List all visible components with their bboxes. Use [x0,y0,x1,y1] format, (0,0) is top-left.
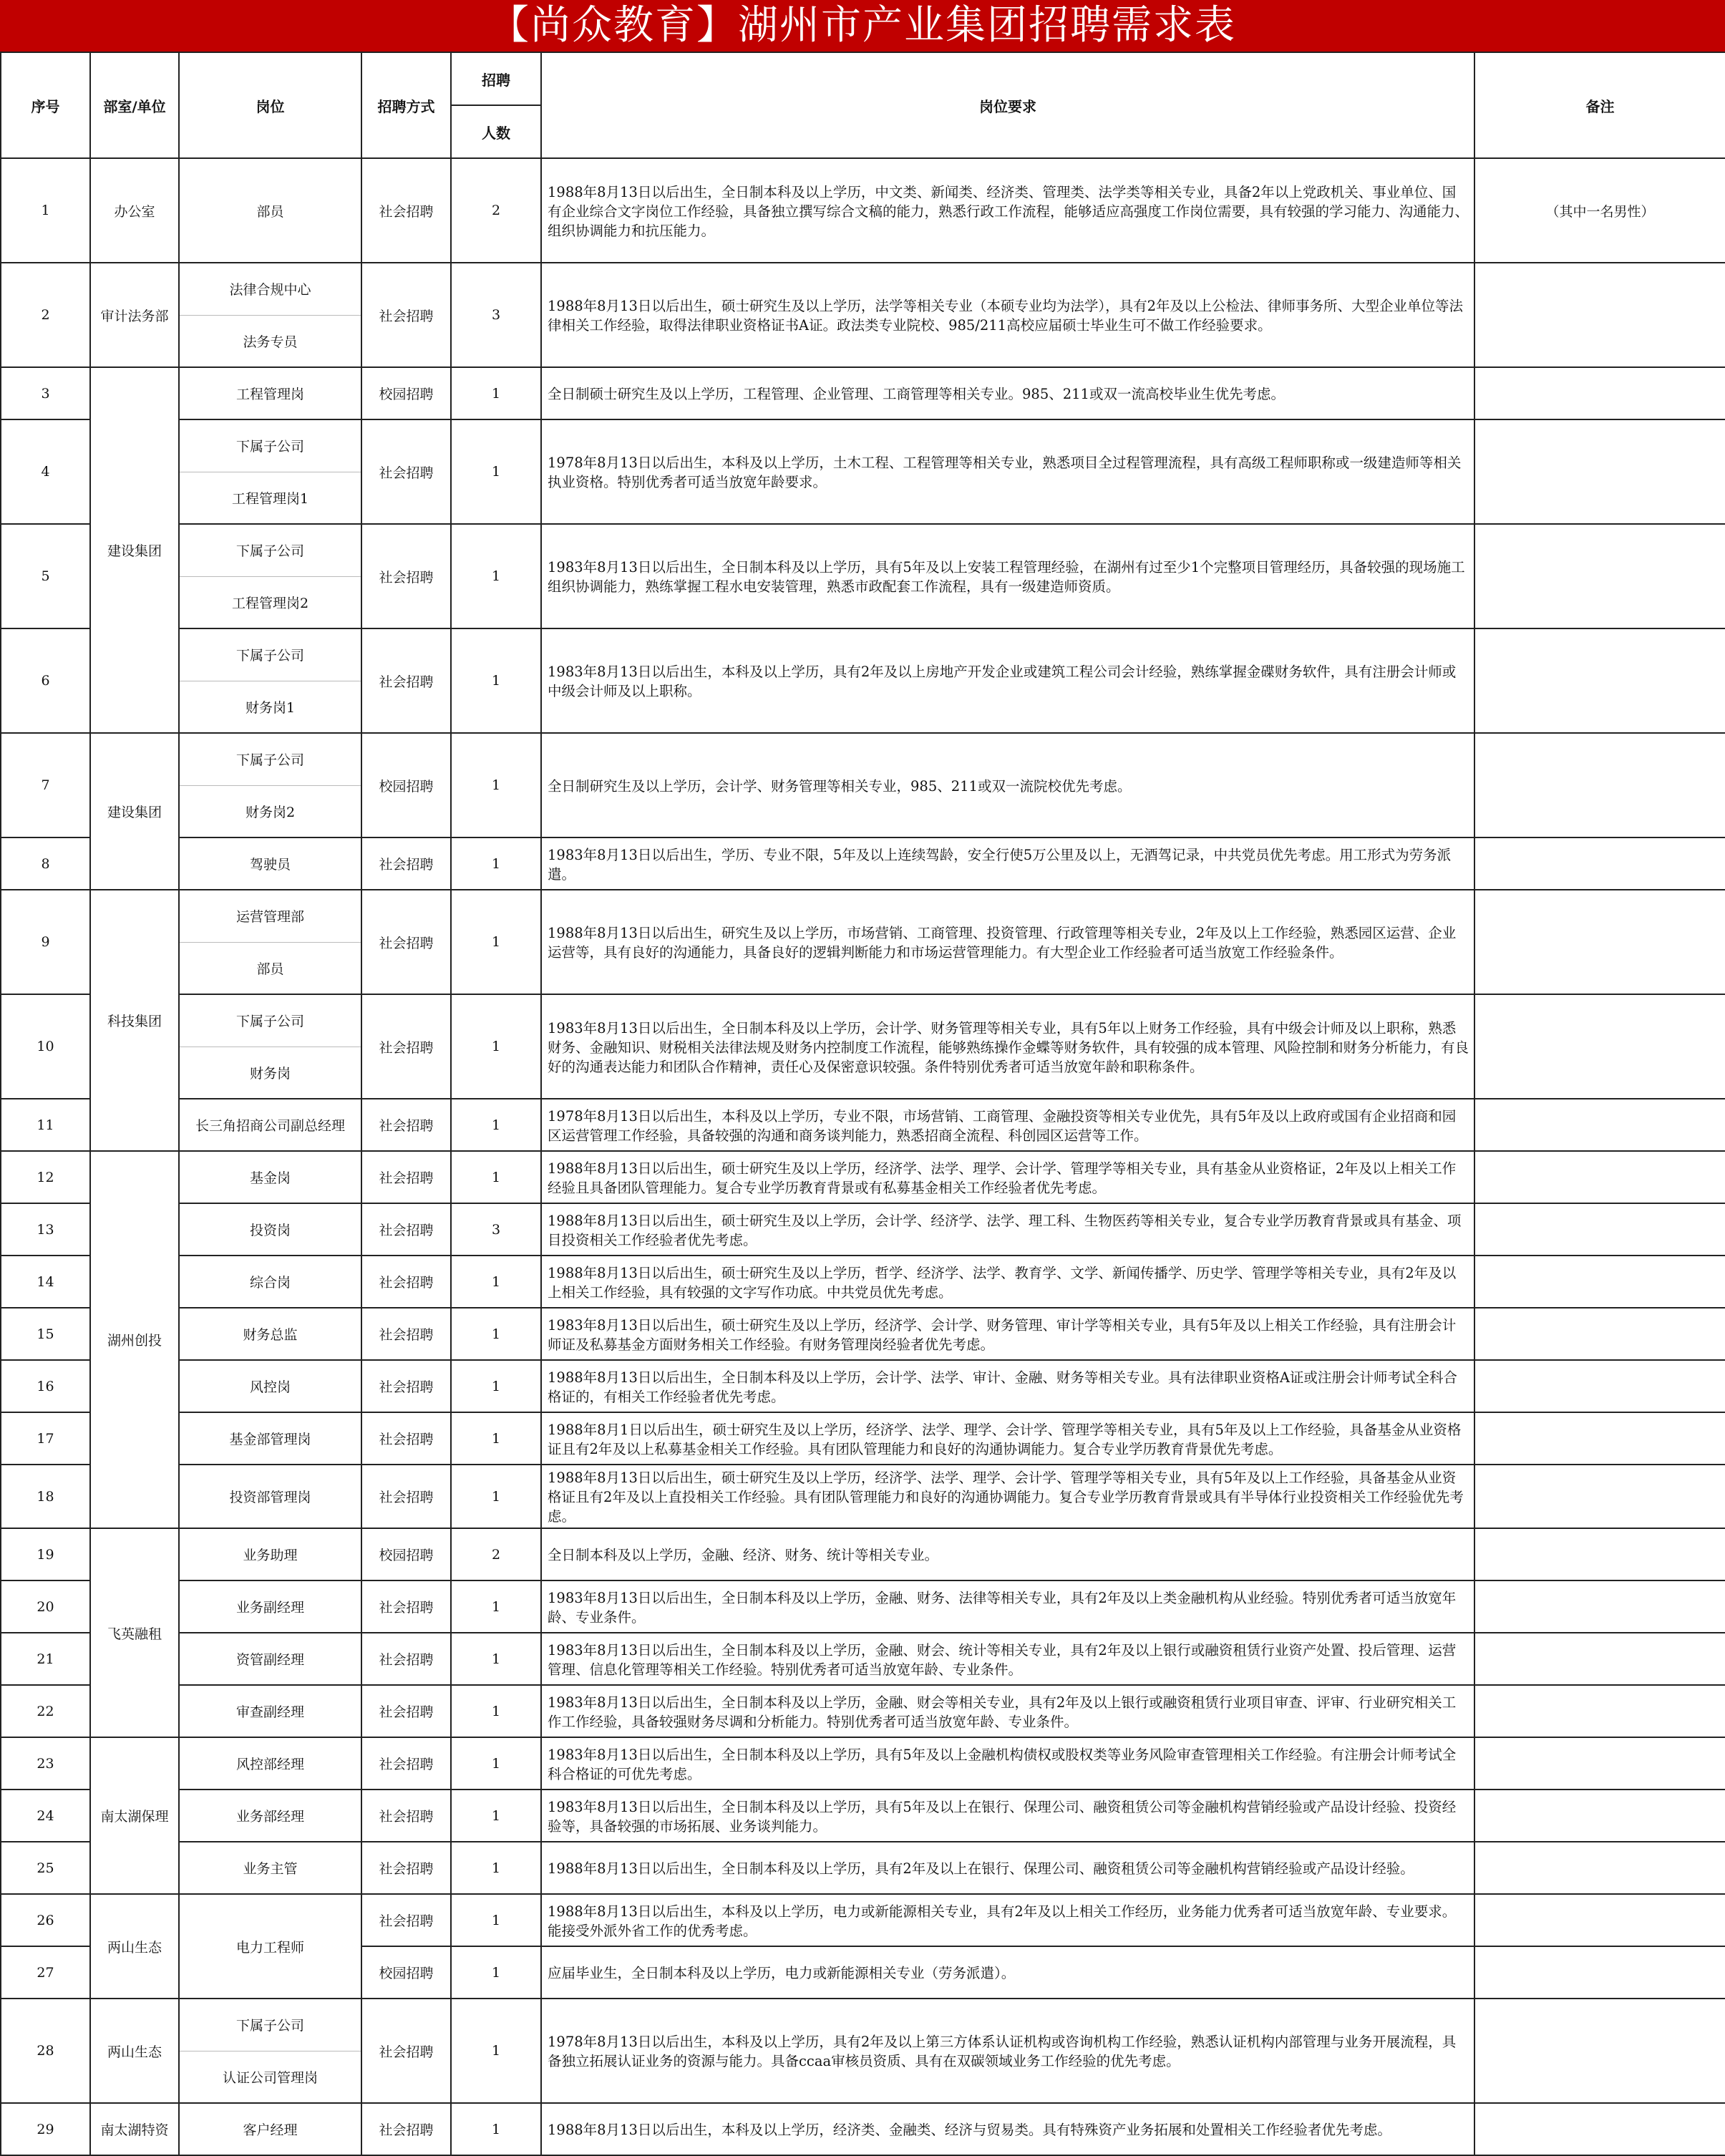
row-index: 3 [1,367,90,419]
recruit-count: 1 [451,628,541,733]
recruit-count: 1 [451,1256,541,1308]
requirements-text: 1983年8月13日以后出生，全日制本科及以上学历，金融、财会、统计等相关专业，具有2年及以上银行或融资租赁行业资产处置、投后管理、运营管理、信息化管理等相关工作经验。特别优秀者可适当放宽年龄、专业条件。 [541,1633,1474,1685]
row-index: 9 [1,890,90,994]
table-row [1,263,1725,367]
position-cell: 业务副经理 [179,1580,361,1633]
recruit-method: 社会招聘 [361,1203,451,1256]
notes-text [1474,1256,1725,1308]
recruit-method: 社会招聘 [361,1999,451,2103]
position-label: 工程管理岗1 [180,472,361,524]
row-index: 5 [1,524,90,628]
position-cell [179,994,361,1099]
requirements-text: 1988年8月13日以后出生，本科及以上学历，经济类、金融类、经济与贸易类。具有特殊资产业务拓展和处置相关工作经验者优先考虑。 [541,2103,1474,2155]
recruit-method: 校园招聘 [361,733,451,837]
position-label: 下属子公司 [235,648,304,664]
requirements-text: 1978年8月13日以后出生，本科及以上学历，专业不限，市场营销、工商管理、金融投资等相关专业优先，具有5年及以上政府或国有企业招商和园区运营管理工作经验，具备较强的沟通和商务谈判能力，熟悉招商全流程、科创园区运营等工作。 [541,1099,1474,1151]
dept-cell: 办公室 [90,158,179,263]
position-cell [179,628,361,733]
recruit-count: 1 [451,2103,541,2155]
recruit-count: 1 [451,1737,541,1790]
requirements-text: 1983年8月13日以后出生，全日制本科及以上学历，具有5年及以上金融机构债权或股权类等业务风险审查管理相关工作经验。有注册会计师考试全科合格证的可优先考虑。 [541,1737,1474,1790]
position-cell [179,890,361,994]
requirements-text: 全日制本科及以上学历，金融、经济、财务、统计等相关专业。 [541,1528,1474,1580]
requirements-text: 1983年8月13日以后出生，本科及以上学历，具有2年及以上房地产开发企业或建筑工程公司会计经验，熟练掌握金碟财务软件，具有注册会计师或中级会计师及以上职称。 [541,628,1474,733]
recruit-count: 1 [451,1151,541,1203]
position-cell [179,263,361,367]
notes-text [1474,524,1725,628]
recruit-count: 3 [451,263,541,367]
notes-text [1474,1580,1725,1633]
notes-text [1474,1308,1725,1360]
notes-text [1474,1999,1725,2103]
notes-text [1474,1685,1725,1737]
header-requirements: 岗位要求 [541,52,1474,158]
notes-text [1474,733,1725,837]
position-cell: 投资岗 [179,1203,361,1256]
page-title: 【尚众教育】湖州市产业集团招聘需求表 [0,0,1725,52]
row-index: 7 [1,733,90,837]
recruit-count: 1 [451,419,541,524]
row-index: 21 [1,1633,90,1685]
position-cell [179,524,361,628]
table-row [1,1842,1725,1894]
recruit-method: 社会招聘 [361,524,451,628]
row-index: 14 [1,1256,90,1308]
position-cell: 资管副经理 [179,1633,361,1685]
recruit-count: 1 [451,367,541,419]
recruit-count: 1 [451,1790,541,1842]
row-index: 1 [1,158,90,263]
notes-text [1474,1528,1725,1580]
notes-text [1474,1737,1725,1790]
requirements-text: 1983年8月13日以后出生，全日制本科及以上学历，金融、财会等相关专业，具有2年及以上银行或融资租赁行业项目审查、评审、行业研究相关工作工作经验，具备较强财务尽调和分析能力。特别优秀者可适当放宽年龄、专业条件。 [541,1685,1474,1737]
position-label: 下属子公司 [235,1014,304,1030]
dept-cell: 科技集团 [90,890,179,1151]
row-index: 10 [1,994,90,1099]
recruit-count: 1 [451,994,541,1099]
recruit-method: 社会招聘 [361,419,451,524]
requirements-text: 1988年8月1日以后出生，硕士研究生及以上学历，经济学、法学、理学、会计学、管理学等相关专业，具有5年及以上工作经验，具备基金从业资格证且有2年及以上私募基金相关工作经验。具有团队管理能力和良好的沟通协调能力。复合专业学历教育背景优先考虑。 [541,1412,1474,1465]
row-index: 22 [1,1685,90,1737]
position-cell: 审查副经理 [179,1685,361,1737]
requirements-text: 1983年8月13日以后出生，学历、专业不限，5年及以上连续驾龄，安全行使5万公里及以上，无酒驾记录，中共党员优先考虑。用工形式为劳务派遣。 [541,837,1474,890]
table-row [1,1203,1725,1256]
dept-cell: 建设集团 [90,733,179,890]
recruit-count: 1 [451,1308,541,1360]
recruit-count: 1 [451,1633,541,1685]
position-cell: 财务总监 [179,1308,361,1360]
position-label: 财务岗1 [180,681,361,733]
table-row [1,524,1725,628]
table-row [1,1894,1725,1946]
position-label: 法律合规中心 [229,282,311,298]
position-cell: 工程管理岗 [179,367,361,419]
recruit-method: 社会招聘 [361,890,451,994]
recruit-count: 1 [451,524,541,628]
row-index: 2 [1,263,90,367]
notes-text [1474,1842,1725,1894]
position-label: 财务岗2 [180,785,361,837]
row-index: 17 [1,1412,90,1465]
requirements-text: 1988年8月13日以后出生，硕士研究生及以上学历，经济学、法学、理学、会计学、管理学等相关专业，具有5年及以上工作经验，具备基金从业资格证且有2年及以上直投相关工作经验。具有团队管理能力和良好的沟通协调能力。复合专业学历教育背景或具有半导体行业投资相关工作经验优先考虑。 [541,1465,1474,1528]
requirements-text: 1983年8月13日以后出生，硕士研究生及以上学历，经济学、会计学、财务管理、审计学等相关专业，具有5年及以上相关工作经验，具有注册会计师证及私募基金方面财务相关工作经验。有财务管理岗经验者优先考虑。 [541,1308,1474,1360]
dept-cell: 南太湖特资 [90,2103,179,2155]
position-cell [179,733,361,837]
position-cell: 电力工程师 [179,1894,361,1999]
position-cell: 风控部经理 [179,1737,361,1790]
requirements-text: 1978年8月13日以后出生，本科及以上学历，土木工程、工程管理等相关专业，熟悉项目全过程管理流程，具有高级工程师职称或一级建造师等相关执业资格。特别优秀者可适当放宽年龄要求。 [541,419,1474,524]
notes-text [1474,263,1725,367]
row-index: 13 [1,1203,90,1256]
recruit-count: 1 [451,1842,541,1894]
requirements-text: 1978年8月13日以后出生，本科及以上学历，具有2年及以上第三方体系认证机构或咨询机构工作经验，熟悉认证机构内部管理与业务开展流程，具备独立拓展认证业务的资源与能力。具备ccaa审核员资质、具有在双碳领域业务工作经验的优先考虑。 [541,1999,1474,2103]
notes-text [1474,1790,1725,1842]
recruitment-table [0,52,1725,2156]
recruit-method: 社会招聘 [361,837,451,890]
table-row [1,1528,1725,1580]
recruit-method: 社会招聘 [361,1412,451,1465]
row-index: 16 [1,1360,90,1412]
table-row [1,890,1725,994]
position-label: 下属子公司 [235,752,304,769]
requirements-text: 1988年8月13日以后出生，硕士研究生及以上学历，法学等相关专业（本硕专业均为法学），具有2年及以上公检法、律师事务所、大型企业单位等法律相关工作经验，取得法律职业资格证书A证。政法类专业院校、985/211高校应届硕士毕业生可不做工作经验要求。 [541,263,1474,367]
recruit-method: 社会招聘 [361,1580,451,1633]
table-row [1,1099,1725,1151]
recruit-method: 社会招聘 [361,1737,451,1790]
table-row [1,2103,1725,2155]
header-index: 序号 [1,52,90,158]
requirements-text: 1988年8月13日以后出生，全日制本科及以上学历，中文类、新闻类、经济类、管理类、法学类等相关专业，具备2年以上党政机关、事业单位、国有企业综合文字岗位工作经验，具备独立撰写综合文稿的能力，熟悉行政工作流程，能够适应高强度工作岗位需要，具有较强的学习能力、沟通能力、组织协调能力和抗压能力。 [541,158,1474,263]
dept-cell: 审计法务部 [90,263,179,367]
table-row [1,1412,1725,1465]
recruit-method: 社会招聘 [361,1151,451,1203]
table-row [1,1685,1725,1737]
recruit-method: 社会招聘 [361,1099,451,1151]
table-row [1,367,1725,419]
recruit-count: 3 [451,1203,541,1256]
requirements-text: 1983年8月13日以后出生，全日制本科及以上学历，会计学、财务管理等相关专业，具有5年以上财务工作经验，具有中级会计师及以上职称，熟悉财务、金融知识、财税相关法律法规及财务内控制度工作流程，能够熟练操作金蝶等财务软件，具有较强的成本管理、风险控制和财务分析能力，有良好的沟通表达能力和团队合作精神，责任心及保密意识较强。条件特别优秀者可适当放宽年龄和职称条件。 [541,994,1474,1099]
position-label: 法务专员 [180,315,361,367]
row-index: 27 [1,1946,90,1999]
header-method: 招聘方式 [361,52,451,158]
table-row [1,1737,1725,1790]
position-label: 部员 [180,942,361,994]
position-label: 财务岗 [180,1047,361,1099]
requirements-text: 1988年8月13日以后出生，硕士研究生及以上学历，经济学、法学、理学、会计学、管理学等相关专业，具有基金从业资格证，2年及以上相关工作经验且具备团队管理能力。复合专业学历教育背景或有私募基金相关工作经验者优先考虑。 [541,1151,1474,1203]
row-index: 18 [1,1465,90,1528]
position-cell: 综合岗 [179,1256,361,1308]
recruit-method: 校园招聘 [361,1946,451,1999]
recruit-count: 1 [451,1580,541,1633]
row-index: 19 [1,1528,90,1580]
recruit-method: 社会招聘 [361,994,451,1099]
recruit-method: 校园招聘 [361,367,451,419]
recruit-method: 社会招聘 [361,1790,451,1842]
table-row [1,628,1725,733]
recruit-count: 1 [451,1412,541,1465]
position-label: 下属子公司 [235,2018,304,2034]
requirements-text: 全日制研究生及以上学历，会计学、财务管理等相关专业，985、211或双一流院校优先考虑。 [541,733,1474,837]
header-count-top: 招聘 [451,52,541,105]
dept-cell: 飞英融租 [90,1528,179,1737]
recruit-count: 1 [451,1685,541,1737]
notes-text [1474,1894,1725,1946]
header-notes: 备注 [1474,52,1725,158]
position-cell: 业务助理 [179,1528,361,1580]
requirements-text: 1988年8月13日以后出生，全日制本科及以上学历，会计学、法学、审计、金融、财务等相关专业。具有法律职业资格A证或注册会计师考试全科合格证的，有相关工作经验者优先考虑。 [541,1360,1474,1412]
notes-text [1474,1465,1725,1528]
dept-cell: 南太湖保理 [90,1737,179,1894]
position-cell: 基金岗 [179,1151,361,1203]
recruit-method: 社会招聘 [361,1360,451,1412]
recruit-count: 2 [451,1528,541,1580]
header-position: 岗位 [179,52,361,158]
position-label: 认证公司管理岗 [180,2051,361,2103]
position-cell: 业务主管 [179,1842,361,1894]
requirements-text: 1988年8月13日以后出生，全日制本科及以上学历，具有2年及以上在银行、保理公司、融资租赁公司等金融机构营销经验或产品设计经验。 [541,1842,1474,1894]
table-row [1,1999,1725,2103]
recruit-count: 2 [451,158,541,263]
recruit-count: 1 [451,1894,541,1946]
position-cell [179,1999,361,2103]
table-row [1,158,1725,263]
notes-text [1474,1946,1725,1999]
header-dept: 部室/单位 [90,52,179,158]
recruit-method: 社会招聘 [361,1465,451,1528]
dept-cell: 建设集团 [90,367,179,733]
table-row [1,733,1725,837]
notes-text [1474,2103,1725,2155]
recruit-count: 1 [451,1946,541,1999]
notes-text [1474,628,1725,733]
table-row [1,419,1725,524]
notes-text [1474,1151,1725,1203]
row-index: 28 [1,1999,90,2103]
requirements-text: 1988年8月13日以后出生，硕士研究生及以上学历，会计学、经济学、法学、理工科、生物医药等相关专业，复合专业学历教育背景或具有基金、项目投资相关工作经验者优先考虑。 [541,1203,1474,1256]
recruit-count: 1 [451,890,541,994]
row-index: 6 [1,628,90,733]
notes-text [1474,994,1725,1099]
position-cell [179,419,361,524]
position-label: 下属子公司 [235,439,304,455]
position-cell: 长三角招商公司副总经理 [179,1099,361,1151]
row-index: 23 [1,1737,90,1790]
recruit-count: 1 [451,1999,541,2103]
recruit-count: 1 [451,1099,541,1151]
recruit-method: 社会招聘 [361,1894,451,1946]
requirements-text: 全日制硕士研究生及以上学历，工程管理、企业管理、工商管理等相关专业。985、211或双一流高校毕业生优先考虑。 [541,367,1474,419]
notes-text [1474,837,1725,890]
table-row [1,1308,1725,1360]
row-index: 8 [1,837,90,890]
notes-text: （其中一名男性） [1474,158,1725,263]
position-cell: 客户经理 [179,2103,361,2155]
recruit-method: 社会招聘 [361,2103,451,2155]
row-index: 24 [1,1790,90,1842]
dept-cell: 湖州创投 [90,1151,179,1528]
recruit-method: 社会招聘 [361,1633,451,1685]
position-label: 下属子公司 [235,543,304,560]
row-index: 29 [1,2103,90,2155]
notes-text [1474,1412,1725,1465]
recruit-method: 社会招聘 [361,1685,451,1737]
recruit-count: 1 [451,1360,541,1412]
requirements-text: 1988年8月13日以后出生，硕士研究生及以上学历，哲学、经济学、法学、教育学、文学、新闻传播学、历史学、管理学等相关专业，具有2年及以上相关工作经验，具有较强的文字写作功底。中共党员优先考虑。 [541,1256,1474,1308]
notes-text [1474,1360,1725,1412]
recruit-count: 1 [451,837,541,890]
position-label: 运营管理部 [235,909,304,926]
position-label: 工程管理岗2 [180,576,361,628]
notes-text [1474,1099,1725,1151]
position-cell: 投资部管理岗 [179,1465,361,1528]
position-cell: 业务部经理 [179,1790,361,1842]
table-row [1,1790,1725,1842]
requirements-text: 1988年8月13日以后出生，本科及以上学历，电力或新能源相关专业，具有2年及以上相关工作经历，业务能力优秀者可适当放宽年龄、专业要求。能接受外派外省工作的优秀考虑。 [541,1894,1474,1946]
notes-text [1474,367,1725,419]
requirements-text: 应届毕业生，全日制本科及以上学历，电力或新能源相关专业（劳务派遣）。 [541,1946,1474,1999]
recruit-method: 社会招聘 [361,158,451,263]
requirements-text: 1983年8月13日以后出生，全日制本科及以上学历，金融、财务、法律等相关专业，具有2年及以上类金融机构从业经验。特别优秀者可适当放宽年龄、专业条件。 [541,1580,1474,1633]
table-row [1,1580,1725,1633]
table-row [1,1360,1725,1412]
header-count-bottom: 人数 [451,105,541,158]
notes-text [1474,1203,1725,1256]
recruit-method: 社会招聘 [361,1842,451,1894]
row-index: 15 [1,1308,90,1360]
position-cell: 驾驶员 [179,837,361,890]
recruit-count: 1 [451,1465,541,1528]
requirements-text: 1988年8月13日以后出生，研究生及以上学历，市场营销、工商管理、投资管理、行政管理等相关专业，2年及以上工作经验，熟悉园区运营、企业运营等，具有良好的沟通能力，具备良好的逻辑判断能力和市场运营管理能力。有大型企业工作经验者可适当放宽工作经验条件。 [541,890,1474,994]
row-index: 20 [1,1580,90,1633]
recruit-method: 社会招聘 [361,628,451,733]
position-cell: 基金部管理岗 [179,1412,361,1465]
recruit-count: 1 [451,733,541,837]
table-row [1,1465,1725,1528]
recruit-method: 校园招聘 [361,1528,451,1580]
table-row [1,1256,1725,1308]
notes-text [1474,1633,1725,1685]
table-row [1,1633,1725,1685]
dept-cell: 两山生态 [90,1999,179,2103]
position-cell: 风控岗 [179,1360,361,1412]
row-index: 12 [1,1151,90,1203]
row-index: 4 [1,419,90,524]
table-row [1,1151,1725,1203]
requirements-text: 1983年8月13日以后出生，全日制本科及以上学历，具有5年及以上安装工程管理经验，在湖州有过至少1个完整项目管理经历，具备较强的现场施工组织协调能力，熟练掌握工程水电安装管理，熟悉市政配套工作流程，具有一级建造师资质。 [541,524,1474,628]
row-index: 26 [1,1894,90,1946]
requirements-text: 1983年8月13日以后出生，全日制本科及以上学历，具有5年及以上在银行、保理公司、融资租赁公司等金融机构营销经验或产品设计经验、投资经验等，具备较强的市场拓展、业务谈判能力。 [541,1790,1474,1842]
position-cell: 部员 [179,158,361,263]
notes-text [1474,419,1725,524]
recruit-method: 社会招聘 [361,1256,451,1308]
row-index: 11 [1,1099,90,1151]
dept-cell: 两山生态 [90,1894,179,1999]
notes-text [1474,890,1725,994]
table-row [1,994,1725,1099]
table-row [1,837,1725,890]
recruit-method: 社会招聘 [361,263,451,367]
recruit-method: 社会招聘 [361,1308,451,1360]
row-index: 25 [1,1842,90,1894]
